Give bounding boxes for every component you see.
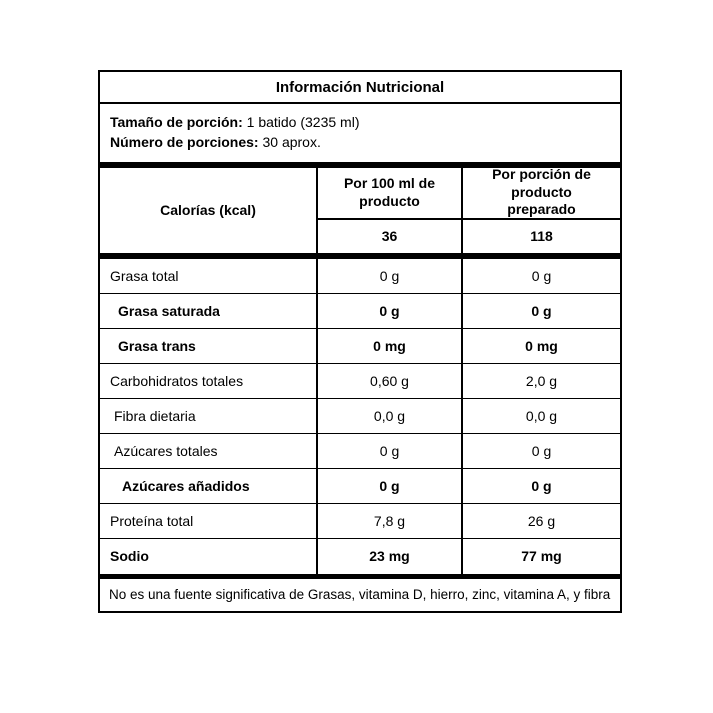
table-row-azucares-anadidos [100, 469, 620, 504]
row-value-per-100ml: 0 g [318, 434, 463, 468]
row-label: Carbohidratos totales [100, 364, 318, 398]
label-title: Información Nutricional [100, 72, 620, 104]
row-value-per-serving: 2,0 g [525, 372, 558, 389]
calories-header-block [100, 168, 620, 259]
row-value-per-100ml: 0,0 g [318, 399, 463, 433]
row-value-per-serving: 0,0 g [525, 407, 558, 424]
servings-count-value: 30 aprox. [258, 134, 321, 151]
row-value-per-100ml: 0 g [318, 259, 463, 293]
table-row-carbohidratos [100, 364, 620, 399]
table-row-proteina-total [100, 504, 620, 539]
row-value-per-100ml: 0 g [318, 294, 463, 328]
table-row-grasa-total [100, 259, 620, 294]
row-value-per-serving: 0 g [531, 302, 552, 319]
calories-row-label: Calorías (kcal) [100, 168, 318, 253]
row-value-per-100ml: 7,8 g [318, 504, 463, 538]
row-value-per-serving: 26 g [527, 512, 556, 529]
row-value-per-100ml: 0 mg [318, 329, 463, 363]
table-row-grasa-saturada [100, 294, 620, 329]
table-row-sodio [100, 539, 620, 574]
servings-count-label: Número de porciones: [110, 134, 259, 151]
column-header-per-100ml: Por 100 ml de producto [318, 168, 463, 220]
row-value-per-serving: 0 g [531, 477, 552, 494]
servings-count-line [110, 132, 610, 152]
table-row-grasa-trans [100, 329, 620, 364]
row-label: Azúcares añadidos [100, 469, 318, 503]
calories-value-per-100ml: 36 [318, 220, 463, 253]
row-label: Fibra dietaria [100, 399, 318, 433]
row-label: Grasa total [100, 259, 318, 293]
row-label: Grasa saturada [100, 294, 318, 328]
row-value-per-serving: 0 mg [525, 337, 558, 354]
nutrient-rows [100, 259, 620, 579]
row-label: Proteína total [100, 504, 318, 538]
serving-size-line [110, 112, 610, 132]
calories-value-per-serving: 118 [530, 228, 553, 245]
table-row-azucares-totales [100, 434, 620, 469]
serving-size-value: 1 batido (3235 ml) [242, 114, 360, 130]
row-value-per-serving: 0 g [531, 267, 552, 284]
row-label: Azúcares totales [100, 434, 318, 468]
serving-info [100, 104, 620, 168]
row-value-per-100ml: 0,60 g [318, 364, 463, 398]
row-value-per-100ml: 23 mg [318, 539, 463, 574]
footnote: No es una fuente significativa de Grasas, vitamina D, hierro, zinc, vitamina A, y fibra [109, 586, 611, 602]
row-value-per-100ml: 0 g [318, 469, 463, 503]
row-label: Grasa trans [100, 329, 318, 363]
row-label: Sodio [100, 539, 318, 574]
column-header-per-serving: Por porción de producto preparado [463, 168, 620, 220]
nutrition-facts-label [98, 70, 622, 613]
row-value-per-serving: 0 g [531, 442, 552, 459]
row-value-per-serving: 77 mg [521, 548, 562, 565]
serving-size-label: Tamaño de porción: [110, 114, 243, 130]
table-row-fibra-dietaria [100, 399, 620, 434]
